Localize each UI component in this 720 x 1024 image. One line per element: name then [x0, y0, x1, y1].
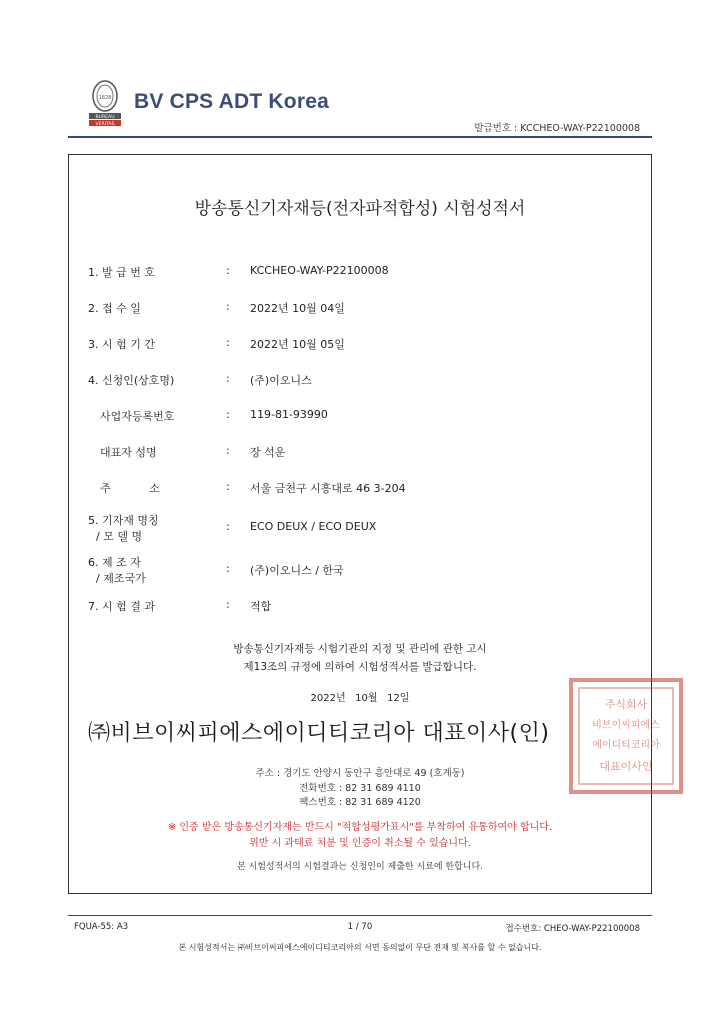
field-label: 1. 발 급 번 호 [88, 266, 155, 279]
field-label: 6. 제 조 자 [88, 556, 141, 569]
field-label: 5. 기자재 명칭 [88, 514, 159, 527]
field-colon: : [226, 264, 230, 277]
header-doc-number: 발급번호 : KCCHEO-WAY-P22100008 [474, 123, 640, 134]
seal-text-3: 에이디티코리아 [592, 740, 660, 751]
company-fax: 팩스번호 : 82 31 689 4120 [299, 797, 421, 808]
field-value: 2022년 10월 04일 [250, 302, 345, 315]
field-colon: : [226, 562, 230, 575]
warning-line-2: 위반 시 과태료 처분 및 인증이 취소될 수 있습니다. [249, 838, 471, 849]
document-title: 방송통신기자재등(전자파적합성) 시험성적서 [194, 199, 526, 219]
field-colon: : [226, 372, 230, 385]
field-label: 7. 시 험 결 과 [88, 600, 155, 613]
field-label-secondary: / 제조국가 [96, 572, 146, 585]
page-number: 1 / 70 [347, 922, 373, 932]
seal-text-2: 비브이씨피에스 [592, 720, 660, 731]
company-signature: ㈜비브이씨피에스에이디티코리아 대표이사(인) [88, 721, 550, 746]
field-value: ECO DEUX / ECO DEUX [250, 520, 377, 533]
seal-text-4: 대표이사인 [599, 760, 653, 773]
warning-line-1: ※ 인증 받은 방송통신기자재는 반드시 "적합성평가표시"를 부착하여 유통하여야 합니다. [167, 822, 553, 833]
company-tel: 전화번호 : 82 31 689 4110 [299, 783, 421, 794]
logo-text-top: BUREAU [95, 115, 115, 120]
issue-date: 2022년 10월 12일 [310, 693, 410, 704]
field-value: 119-81-93990 [250, 408, 328, 421]
field-colon: : [226, 444, 230, 457]
field-label: 3. 시 험 기 간 [88, 338, 155, 351]
logo-year: 1828 [98, 95, 112, 101]
notice-line-2: 제13조의 규정에 의하여 시험성적서를 발급합니다. [243, 661, 477, 673]
notice-line-1: 방송통신기자재등 시험기관의 지정 및 관리에 관한 고시 [233, 643, 487, 655]
footer-rule [68, 915, 652, 916]
field-value: KCCHEO-WAY-P22100008 [250, 264, 389, 277]
field-label: 4. 신청인(상호명) [88, 374, 175, 387]
copyright-notice: 본 시험성적서는 ㈜비브이씨피에스에이디티코리아의 서면 동의없이 무단 전재 및 복사를 할 수 없습니다. [178, 943, 542, 952]
field-colon: : [226, 598, 230, 611]
form-number: FQUA-55: A3 [74, 922, 129, 932]
field-colon: : [226, 408, 230, 421]
logo-text-bottom: VERITAS [95, 122, 115, 127]
bureau-veritas-logo [88, 78, 122, 128]
field-colon: : [226, 520, 230, 533]
result-scope-note: 본 시험성적서의 시험결과는 신청인이 제출한 시료에 한합니다. [236, 862, 484, 872]
field-value: 장 석운 [250, 446, 286, 459]
field-value: (주)이오니스 / 한국 [250, 564, 344, 577]
seal-text-1: 주식회사 [604, 698, 648, 711]
field-colon: : [226, 336, 230, 349]
field-colon: : [226, 300, 230, 313]
field-label: 사업자등록번호 [100, 410, 175, 423]
header-rule [68, 136, 652, 138]
field-label-secondary: / 모 델 명 [96, 530, 143, 543]
field-colon: : [226, 480, 230, 493]
company-address: 주소 : 경기도 안양시 동안구 흥안대로 49 (호계동) [255, 768, 465, 779]
field-label: 대표자 성명 [100, 446, 157, 459]
field-label: 주 소 [100, 482, 160, 495]
field-label: 2. 접 수 일 [88, 302, 141, 315]
field-value: 적합 [250, 600, 272, 613]
field-value: 2022년 10월 05일 [250, 338, 345, 351]
receipt-number: 접수번호: CHEO-WAY-P22100008 [505, 924, 640, 934]
field-value: (주)이오니스 [250, 374, 312, 387]
brand-name: BV CPS ADT Korea [134, 90, 329, 113]
field-value: 서울 금천구 시흥대로 46 3-204 [250, 482, 406, 495]
